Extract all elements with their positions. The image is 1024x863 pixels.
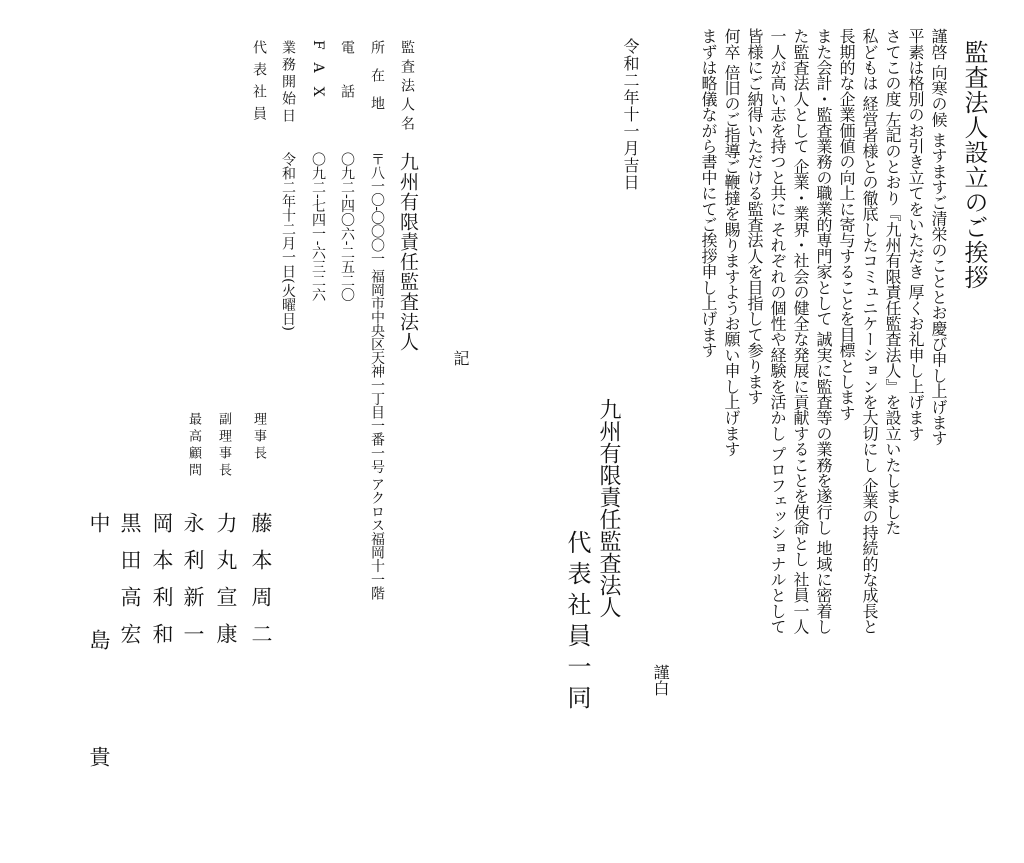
- officer-title: 最高顧問: [186, 412, 201, 480]
- detail-label: 業務開始日: [280, 40, 296, 125]
- detail-value: 〇九二-七四一-六三二六: [310, 152, 326, 302]
- body-line: 謹啓 向寒の候 ますますご清栄のこととお慶び申し上げます: [929, 28, 948, 446]
- body-line: さてこの度 左記のとおり『九州有限責任監査法人』を設立いたしました: [883, 28, 902, 536]
- detail-value: 九州有限責任監査法人: [397, 152, 419, 352]
- body-line: まずは略儀ながら書中にてご挨拶申し上げます: [699, 28, 718, 358]
- officer-name: 力丸宣康: [214, 512, 238, 660]
- officer-title: 副理事長: [216, 412, 231, 480]
- detail-label: 監査法人名: [399, 40, 415, 135]
- body-line: 長期的な企業価値の向上に寄与することを目標とします: [837, 28, 856, 421]
- detail-label: 代表社員: [251, 40, 267, 128]
- detail-label: 所在地: [369, 40, 385, 124]
- sender-org: 九州有限責任監査法人: [596, 398, 621, 618]
- body-line: 何卒 倍旧のご指導ご鞭撻を賜りますようお願い申し上げます: [722, 28, 741, 457]
- letter-title: 監査法人設立のご挨拶: [960, 40, 988, 290]
- sender-group: 代表社員一同: [563, 530, 591, 716]
- letter-date: 令和二年十一月吉日: [621, 38, 640, 191]
- detail-value: 〇九二-四〇六-二五二〇: [339, 152, 355, 302]
- officer-name: 岡本利和: [150, 512, 174, 660]
- detail-label: FAX: [310, 40, 326, 111]
- officer-title: 理事長: [251, 412, 266, 463]
- officer-name: 藤本周二: [249, 512, 273, 660]
- body-line: また会計・監査業務の職業的専門家として 誠実に監査等の業務を遂行し 地域に密着し: [814, 28, 833, 635]
- closing-kinpaku: 謹白: [651, 664, 670, 696]
- detail-value: 令和二年十二月一日(火曜日): [280, 152, 296, 331]
- body-line: 皆様にご納得いただける監査法人を目指して参ります: [745, 28, 764, 405]
- officer-name: 中島貴: [87, 512, 111, 863]
- body-line: 私どもは 経営者様との徹底したコミュニケーションを大切にし 企業の持続的な成長と: [860, 28, 879, 635]
- body-line: 一人が高い志を持つと共に それぞれの個性や経験を活かし プロフェッショナルとして: [768, 28, 787, 635]
- officer-name: 永利新一: [181, 512, 205, 660]
- details-heading: 記: [451, 350, 470, 366]
- detail-label: 電話: [339, 40, 355, 128]
- body-line: た監査法人として 企業・業界・社会の健全な発展に貢献することを使命とし 社員一人: [791, 28, 810, 635]
- body-line: 平素は格別のお引き立てをいただき 厚くお礼申し上げます: [906, 28, 925, 441]
- officer-name: 黒田高宏: [118, 512, 142, 660]
- detail-value: 〒八一〇-〇〇〇一 福岡市中央区天神一丁目一番一号 アクロス福岡十一階: [369, 152, 385, 600]
